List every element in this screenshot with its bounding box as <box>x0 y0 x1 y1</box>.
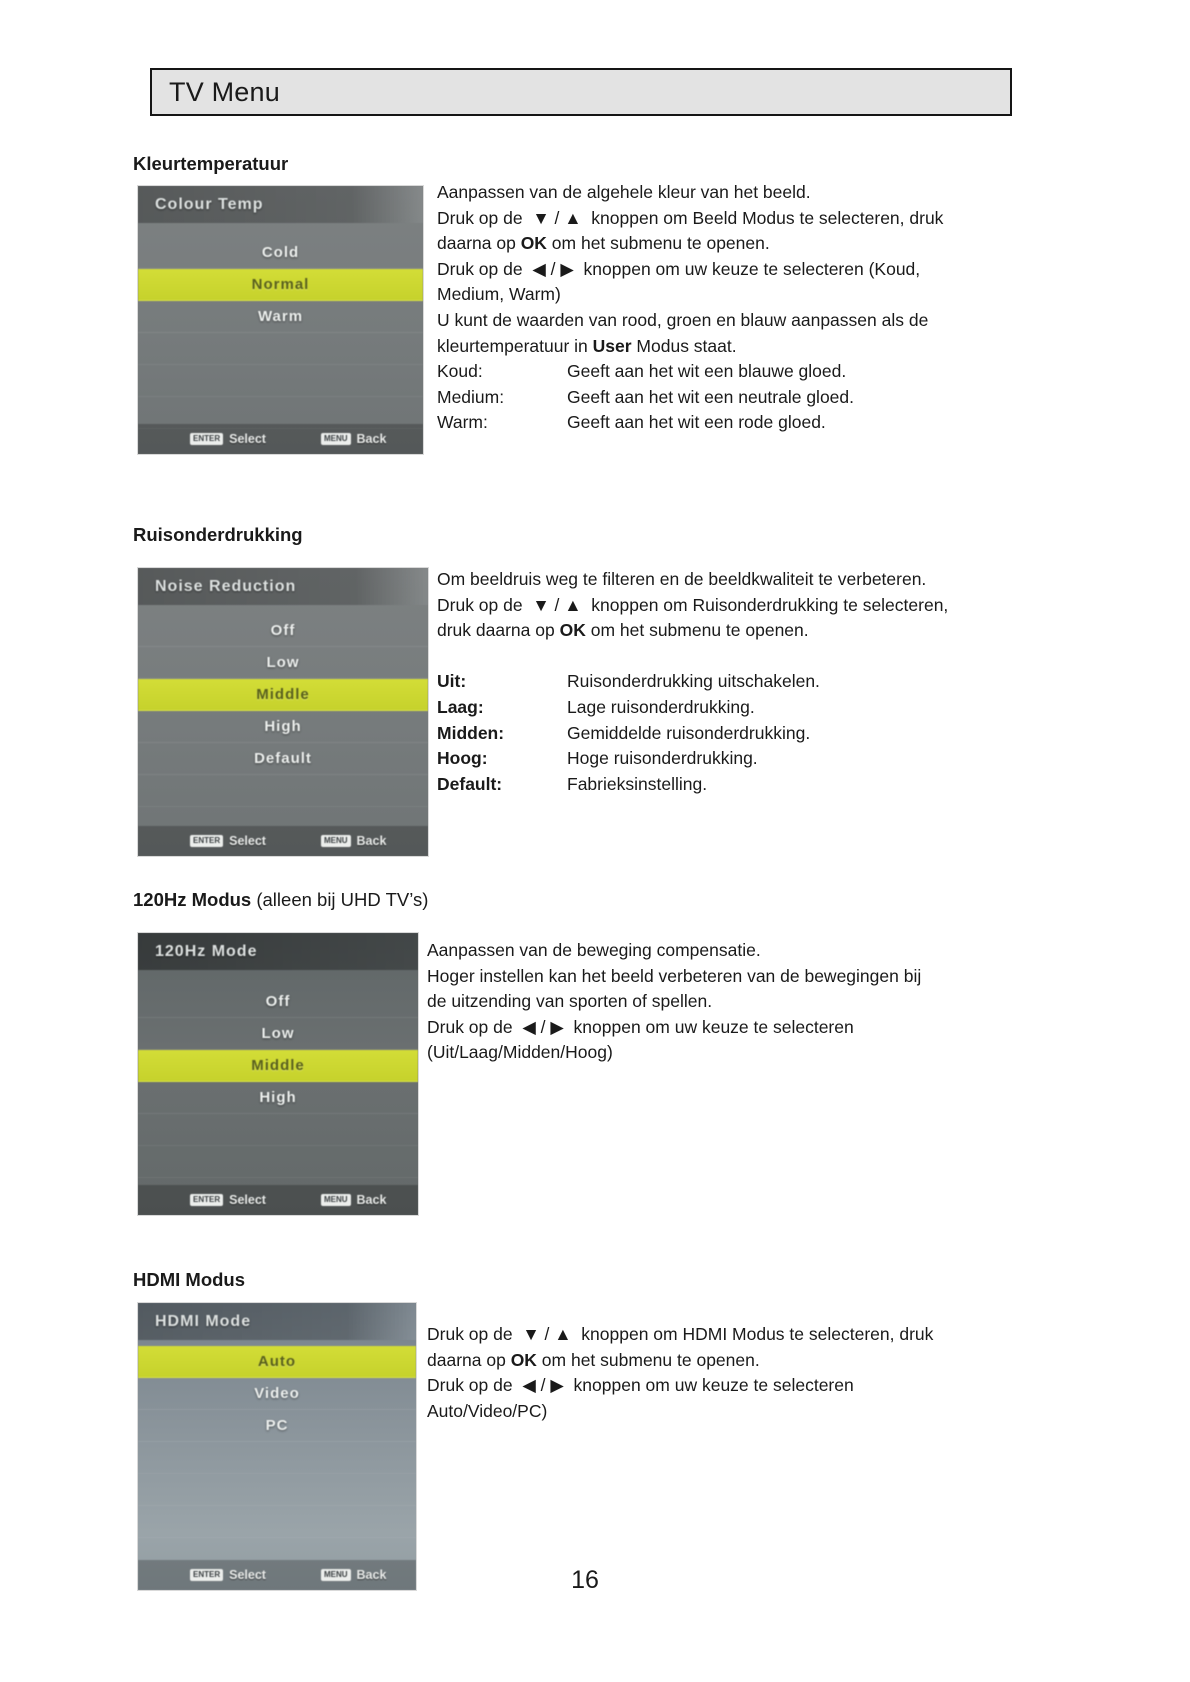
body-text-line <box>437 282 1017 308</box>
osd-menu-empty-row <box>138 1442 416 1474</box>
section-heading <box>133 889 428 911</box>
osd-menu-item-middle: Middle <box>138 679 428 711</box>
text-segment: om het submenu te openen. <box>546 233 770 254</box>
osd-menu-items <box>138 615 428 807</box>
definition-row <box>437 359 1017 385</box>
osd-menu-empty-row <box>138 1506 416 1538</box>
definition-description: Geeft aan het wit een rode gloed. <box>567 412 826 433</box>
back-hint <box>321 834 386 848</box>
emphasized-text: OK <box>520 233 547 254</box>
body-text-line <box>427 938 997 964</box>
osd-menu-item-video: Video <box>138 1378 416 1410</box>
body-text-line <box>427 964 997 990</box>
osd-menu-items <box>138 1346 416 1538</box>
osd-menu-item-middle: Middle <box>138 1050 418 1082</box>
osd-menu-item-off: Off <box>138 615 428 647</box>
osd-screenshot-noise-reduction <box>138 568 428 856</box>
section-heading <box>133 524 303 546</box>
osd-screenshot-hdmi-mode <box>138 1303 416 1590</box>
select-hint <box>190 432 266 446</box>
osd-footer-bar <box>138 826 428 856</box>
body-text-line <box>427 989 997 1015</box>
body-text-line <box>437 334 1017 360</box>
osd-menu-item-low: Low <box>138 647 428 679</box>
definition-term: Midden: <box>437 722 505 743</box>
back-hint-label: Back <box>356 1568 387 1582</box>
text-segment: daarna op <box>437 233 521 254</box>
definition-description: Geeft aan het wit een neutrale gloed. <box>567 386 855 407</box>
osd-menu-empty-row <box>138 333 423 365</box>
osd-menu-empty-row <box>138 775 428 807</box>
definition-description: Ruisonderdrukking uitschakelen. <box>567 671 820 692</box>
body-text-line <box>437 593 1027 619</box>
body-text-line <box>427 1015 997 1041</box>
osd-menu-empty-row <box>138 1114 418 1146</box>
back-hint <box>321 1568 386 1582</box>
back-hint <box>321 1193 386 1207</box>
page-title: TV Menu <box>169 76 280 107</box>
menu-key-badge-icon: MENU <box>321 433 351 445</box>
section-heading <box>133 1269 245 1291</box>
osd-menu-item-low: Low <box>138 1018 418 1050</box>
menu-key-badge-icon: MENU <box>321 835 351 847</box>
definition-term: Warm: <box>437 412 488 433</box>
definition-term: Default: <box>437 773 503 794</box>
page-number: 16 <box>571 1566 599 1594</box>
osd-menu-title: 120Hz Mode <box>138 933 418 970</box>
text-segment: om het submenu te openen. <box>585 620 809 641</box>
select-hint-label: Select <box>229 834 266 848</box>
osd-menu-item-default: Default <box>138 743 428 775</box>
body-text-line <box>437 206 1017 232</box>
text-segment: U kunt de waarden van rood, groen en blauw aanpassen als de <box>437 309 929 330</box>
emphasized-text: OK <box>510 1349 537 1370</box>
definition-description: Hoge ruisonderdrukking. <box>567 748 758 769</box>
definition-row <box>437 695 1027 721</box>
body-text-line <box>427 1399 1002 1425</box>
tv-menu-header <box>150 68 1012 116</box>
osd-footer-bar <box>138 424 423 454</box>
text-segment: de uitzending van sporten of spellen. <box>427 991 713 1012</box>
text-segment: Aanpassen van de beweging compensatie. <box>427 940 761 960</box>
text-segment: Druk op de ▼ / ▲ knoppen om Ruisonderdrukking te selecteren, <box>437 594 949 615</box>
section-body-text <box>437 567 1027 797</box>
menu-key-badge-icon: MENU <box>321 1194 351 1206</box>
osd-menu-title: Noise Reduction <box>138 568 428 605</box>
body-text-line <box>437 308 1017 334</box>
osd-menu-item-off: Off <box>138 986 418 1018</box>
osd-menu-item-high: High <box>138 1082 418 1114</box>
body-text-line <box>437 618 1027 644</box>
select-hint-label: Select <box>229 1568 266 1582</box>
section-body-text <box>427 1322 1002 1424</box>
osd-menu-title: Colour Temp <box>138 186 423 223</box>
definition-row <box>437 746 1027 772</box>
definition-term: Hoog: <box>437 748 488 769</box>
definition-term: Laag: <box>437 696 484 717</box>
definition-term: Koud: <box>437 361 483 382</box>
text-segment: om het submenu te openen. <box>536 1349 760 1370</box>
definition-term: Uit: <box>437 671 467 692</box>
menu-key-badge-icon: MENU <box>321 1569 351 1581</box>
text-segment: Medium, Warm) <box>437 284 561 305</box>
emphasized-text: OK <box>559 620 586 641</box>
body-text-line <box>437 567 1027 593</box>
text-segment: Druk op de ◀ / ▶ knoppen om uw keuze te selecteren (Koud, <box>437 258 921 279</box>
osd-menu-title: HDMI Mode <box>138 1303 416 1340</box>
osd-menu-item-warm: Warm <box>138 301 423 333</box>
back-hint <box>321 432 386 446</box>
section-heading-suffix: (alleen bij UHD TV’s) <box>251 889 429 910</box>
definition-row <box>437 410 1017 436</box>
osd-menu-empty-row <box>138 1474 416 1506</box>
osd-screenshot-content <box>138 568 428 856</box>
back-hint-label: Back <box>356 1193 387 1207</box>
section-heading-text: Ruisonderdrukking <box>133 524 303 545</box>
section-heading <box>133 153 288 175</box>
definition-term: Medium: <box>437 386 505 407</box>
body-text-line <box>427 1373 1002 1399</box>
section-heading-text: 120Hz Modus <box>133 889 252 910</box>
section-body-text <box>437 180 1017 436</box>
text-segment: Druk op de ◀ / ▶ knoppen om uw keuze te selecteren <box>427 1016 854 1037</box>
osd-screenshot-content <box>138 933 418 1215</box>
osd-menu-item-high: High <box>138 711 428 743</box>
back-hint-label: Back <box>356 834 387 848</box>
enter-key-badge-icon: ENTER <box>190 835 223 847</box>
body-text-line <box>437 180 1017 206</box>
definition-row <box>437 385 1017 411</box>
osd-screenshot-colour-temp <box>138 186 423 454</box>
text-segment: Druk op de ◀ / ▶ knoppen om uw keuze te selecteren <box>427 1375 854 1396</box>
definition-row <box>437 669 1027 695</box>
select-hint <box>190 1568 266 1582</box>
back-hint-label: Back <box>356 432 387 446</box>
osd-menu-item-pc: PC <box>138 1410 416 1442</box>
body-text-line <box>437 257 1017 283</box>
osd-menu-item-cold: Cold <box>138 237 423 269</box>
text-segment: Hoger instellen kan het beeld verbeteren van de bewegingen bij <box>427 965 922 986</box>
osd-menu-empty-row <box>138 365 423 397</box>
osd-menu-item-auto: Auto <box>138 1346 416 1378</box>
enter-key-badge-icon: ENTER <box>190 433 223 445</box>
section-heading-text: HDMI Modus <box>133 1269 246 1290</box>
enter-key-badge-icon: ENTER <box>190 1569 223 1581</box>
select-hint <box>190 1193 266 1207</box>
osd-menu-empty-row <box>138 1146 418 1178</box>
osd-footer-bar <box>138 1185 418 1215</box>
text-segment: Druk op de ▼ / ▲ knoppen om HDMI Modus te selecteren, druk <box>427 1324 934 1344</box>
osd-footer-bar <box>138 1560 416 1590</box>
emphasized-text: User <box>592 335 632 356</box>
body-text-line <box>427 1322 1002 1348</box>
text-segment: Modus staat. <box>631 335 737 356</box>
body-text-line <box>427 1040 997 1066</box>
osd-screenshot-120hz-mode <box>138 933 418 1215</box>
select-hint <box>190 834 266 848</box>
definition-description: Geeft aan het wit een blauwe gloed. <box>567 361 847 382</box>
definition-description: Lage ruisonderdrukking. <box>567 696 755 717</box>
definition-row <box>437 772 1027 798</box>
osd-menu-items <box>138 986 418 1178</box>
text-segment: Auto/Video/PC) <box>427 1400 548 1421</box>
body-text-line <box>437 644 1027 670</box>
osd-screenshot-content <box>138 186 423 454</box>
select-hint-label: Select <box>229 432 266 446</box>
section-body-text <box>427 938 997 1066</box>
select-hint-label: Select <box>229 1193 266 1207</box>
text-segment: Aanpassen van de algehele kleur van het beeld. <box>437 182 811 202</box>
osd-menu-item-normal: Normal <box>138 269 423 301</box>
body-text-line <box>437 231 1017 257</box>
enter-key-badge-icon: ENTER <box>190 1194 223 1206</box>
text-segment: (Uit/Laag/Midden/Hoog) <box>427 1042 613 1063</box>
definition-row <box>437 721 1027 747</box>
definition-description: Gemiddelde ruisonderdrukking. <box>567 722 811 743</box>
osd-screenshot-content <box>138 1303 416 1590</box>
section-heading-text: Kleurtemperatuur <box>133 153 289 174</box>
osd-menu-items <box>138 237 423 429</box>
text-segment: Druk op de ▼ / ▲ knoppen om Beeld Modus te selecteren, druk <box>437 207 944 228</box>
body-text-line <box>427 1348 1002 1374</box>
text-segment: daarna op <box>427 1349 511 1370</box>
text-segment: Om beeldruis weg te filteren en de beeldkwaliteit te verbeteren. <box>437 569 927 589</box>
definition-description: Fabrieksinstelling. <box>567 773 708 794</box>
text-segment: kleurtemperatuur in <box>437 335 593 356</box>
text-segment: druk daarna op <box>437 620 560 641</box>
